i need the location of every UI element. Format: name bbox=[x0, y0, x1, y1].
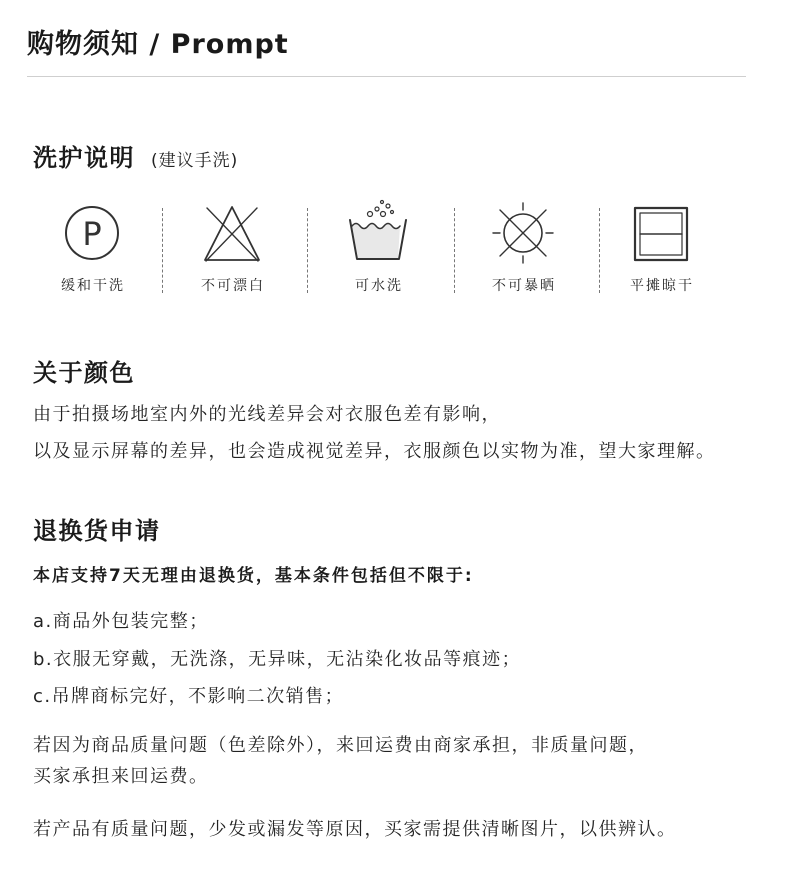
returns-heading: 退换货申请 bbox=[33, 517, 161, 545]
page-title: 购物须知 / Prompt bbox=[27, 29, 289, 60]
water-wash-tub-icon bbox=[343, 198, 413, 268]
care-item-do-not-bleach bbox=[167, 198, 297, 296]
color-heading: 关于颜色 bbox=[33, 359, 135, 387]
text-line: 若因为商品质量问题（色差除外），来回运费由商家承担，非质量问题， bbox=[33, 735, 648, 756]
care-symbol-p: P bbox=[82, 215, 102, 253]
returns-quality-text: 若产品有质量问题，少发或漏发等原因，买家需提供清晰图片，以供辨认。 bbox=[33, 819, 677, 840]
returns-intro: 本店支持7天无理由退换货，基本条件包括但不限于: bbox=[33, 566, 474, 586]
care-label: 不可漂白 bbox=[201, 278, 265, 294]
text-line: 由于拍摄场地室内外的光线差异会对衣服色差有影响， bbox=[33, 404, 501, 425]
text-line: 以及显示屏幕的差异，也会造成视觉差异，衣服颜色以实物为准，望大家理解。 bbox=[33, 441, 716, 462]
care-item-dry-flat bbox=[596, 198, 726, 296]
returns-shipping-text bbox=[33, 730, 648, 792]
text-line: 买家承担来回运费。 bbox=[33, 766, 209, 787]
care-separator bbox=[162, 208, 163, 293]
care-label: 不可暴晒 bbox=[492, 278, 556, 294]
do-not-bleach-icon bbox=[197, 198, 267, 268]
care-label: 缓和干洗 bbox=[61, 278, 125, 294]
care-separator bbox=[454, 208, 455, 293]
gentle-dry-clean-icon bbox=[57, 198, 127, 268]
list-item: a.商品外包装完整； bbox=[33, 611, 209, 632]
care-heading-row bbox=[33, 142, 238, 174]
care-item-gentle-dry-clean bbox=[27, 198, 157, 296]
color-notice-text bbox=[33, 396, 716, 470]
care-heading: 洗护说明 bbox=[33, 144, 135, 172]
care-label: 可水洗 bbox=[355, 278, 403, 294]
care-label: 平摊晾干 bbox=[630, 278, 694, 294]
care-item-water-wash bbox=[313, 198, 443, 296]
dry-flat-icon bbox=[626, 198, 696, 268]
list-item: c.吊牌商标完好，不影响二次销售； bbox=[33, 686, 345, 707]
care-separator bbox=[307, 208, 308, 293]
no-sun-drying-icon bbox=[488, 198, 558, 268]
list-item: b.衣服无穿戴，无洗涤，无异味，无沾染化妆品等痕迹； bbox=[33, 648, 522, 670]
care-note: (建议手洗) bbox=[151, 151, 239, 171]
care-item-no-sun-drying bbox=[458, 198, 588, 296]
returns-conditions-list bbox=[33, 603, 521, 716]
title-divider bbox=[27, 76, 746, 77]
